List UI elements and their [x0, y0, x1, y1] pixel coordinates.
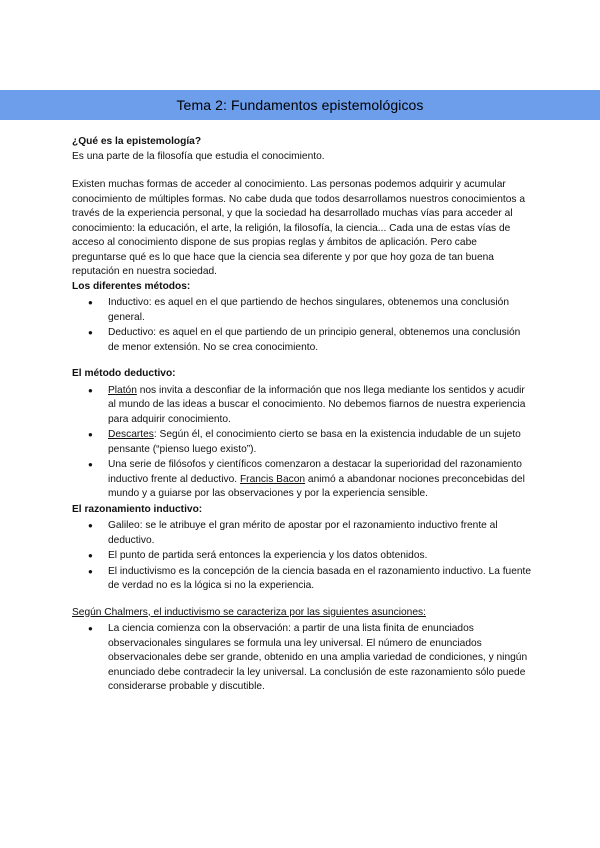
- list-item: [72, 428, 532, 457]
- title-banner: [0, 90, 600, 120]
- chalmers-heading: Según Chalmers, el inductivismo se caracteriza por las siguientes asunciones:: [72, 606, 426, 618]
- list-item-text: Una serie de filósofos y científicos comenzaron a destacar la superioridad del razonamiento inductivo frente al deductivo.: [108, 459, 522, 485]
- methods-list: [72, 296, 532, 355]
- list-item-text: nos invita a desconfiar de la información que nos llega mediante los sentidos y acudir al mundo de las ideas a buscar el conocimiento. No debemos fiarnos de nuestra experiencia para adquirir conocimiento.: [108, 384, 526, 425]
- philosopher-link: Descartes: [108, 429, 154, 440]
- list-item: ● Inductivo: es aquel en el que partiendo de hechos singulares, obtenemos una conclusión general.: [72, 296, 532, 325]
- list-item-text: animó a abandonar nociones preconcebidas del mundo y a guiarse por las observaciones y por la experiencia sensible.: [108, 473, 525, 499]
- inductive-list: [72, 519, 532, 594]
- intro-paragraph: Existen muchas formas de acceder al conocimiento. Las personas podemos adquirir y acumular conocimiento de múltiples formas. No cabe duda que todos desarrollamos nuestros conocimientos a través de la experiencia personal, y que la sociedad ha desarrollado muchas vías para acceder al conocimiento: la educación, el arte, la religión, la filosofía, la ciencia... Cada una de estas vías de acceso al conocimiento dispone de sus propias reglas y ámbitos de aplicación. Pero cabe preguntarse qué es lo que hace que la ciencia sea diferente y por que hoy goza de tan buena reputación en nuestra sociedad.: [72, 179, 526, 277]
- list-item: [72, 384, 532, 428]
- list-item: [72, 458, 532, 502]
- list-item: ● El inductivismo es la concepción de la ciencia basada en el razonamiento inductivo. La fuente de verdad no es la lógica si no la experiencia.: [72, 565, 532, 594]
- list-item: ● Galileo: se le atribuye el gran mérito de apostar por el razonamiento inductivo frente al deductivo.: [72, 519, 532, 548]
- list-item: ● La ciencia comienza con la observación: a partir de una lista finita de enunciados observacionales singulares se formula una ley universal. El número de enunciados observacionales debe ser grande, obtenido en una amplia variedad de condiciones, y ningún enunciado debe contradecir la ley universal. La conclusión de este razonamiento sólo puede considerarse probable y discutible.: [72, 622, 532, 695]
- chalmers-list: [72, 622, 532, 695]
- philosopher-link: Platón: [108, 384, 137, 396]
- inductive-heading: El razonamiento inductivo:: [72, 503, 203, 515]
- list-item-text: : Según él, el conocimiento cierto se basa en la existencia indudable de un sujeto pensante (“pienso luego existo”).: [108, 429, 521, 455]
- methods-heading: Los diferentes métodos:: [72, 280, 191, 292]
- deductive-list: [72, 384, 532, 502]
- question-heading: ¿Qué es la epistemología?: [72, 136, 202, 147]
- definition-text: Es una parte de la filosofía que estudia el conocimiento.: [72, 150, 325, 162]
- philosopher-link: Francis Bacon: [239, 473, 306, 485]
- list-item: ● Deductivo: es aquel en el que partiendo de un principio general, obtenemos una conclusión de menor extensión. No se crea conocimiento.: [72, 326, 532, 355]
- list-item: ● El punto de partida será entonces la experiencia y los datos obtenidos.: [72, 549, 532, 564]
- document-body: [72, 135, 532, 696]
- page-title: Tema 2: Fundamentos epistemológicos: [176, 97, 424, 113]
- deductive-heading: El método deductivo:: [72, 368, 176, 379]
